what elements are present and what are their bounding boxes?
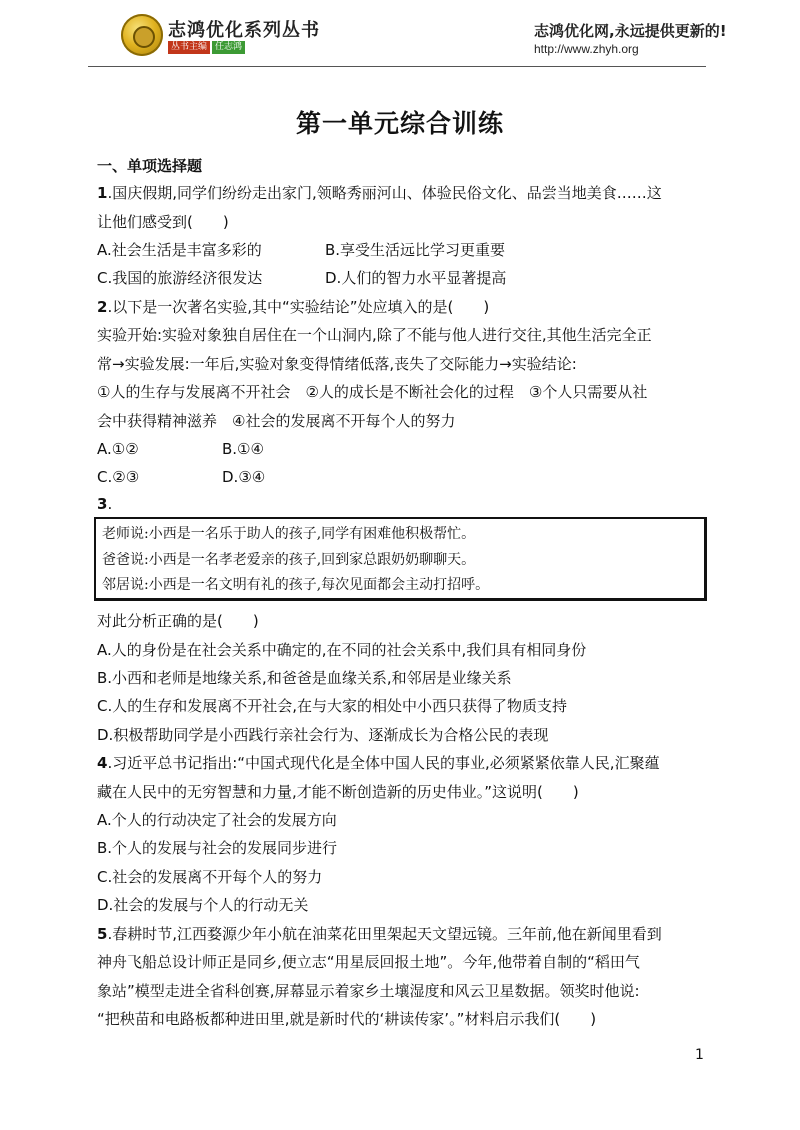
q2-number: 2 (97, 298, 108, 316)
publisher-logo-icon (121, 14, 163, 56)
q3-stem: 对此分析正确的是( ) (97, 612, 259, 630)
q3-box-line-1: 老师说:小西是一名乐于助人的孩子,同学有困难他积极帮忙。 (102, 526, 476, 542)
q5-stem-line-3: 象站”模型走进全省科创赛,屏幕显示着家乡土壤湿度和风云卫星数据。领奖时他说: (97, 982, 640, 1000)
q4-option-a[interactable]: A.个人的行动决定了社会的发展方向 (97, 811, 337, 829)
q5-stem-line-1: 5.春耕时节,江西婺源少年小航在油菜花田里架起天文望远镜。三年前,他在新闻里看到 (97, 925, 662, 943)
q2-stem-line-5: 会中获得精神滋养 ④社会的发展离不开每个人的努力 (97, 412, 456, 430)
q3-box-line-2: 爸爸说:小西是一名孝老爱亲的孩子,回到家总跟奶奶聊聊天。 (102, 552, 476, 568)
q1-option-c[interactable]: C.我国的旅游经济很发达 (97, 269, 263, 287)
q2-stem-line-2: 实验开始:实验对象独自居住在一个山洞内,除了不能与他人进行交往,其他生活完全正 (97, 326, 652, 344)
page-header (0, 0, 800, 80)
q5-stem-line-2: 神舟飞船总设计师正是同乡,便立志“用星辰回报土地”。今年,他带着自制的“稻田气 (97, 953, 640, 971)
q1-stem-line-2: 让他们感受到( ) (97, 213, 229, 231)
q4-option-d[interactable]: D.社会的发展与个人的行动无关 (97, 896, 309, 914)
q3-number-line: 3. (97, 495, 113, 513)
site-url-link[interactable]: http://www.zhyh.org (534, 42, 639, 56)
q2-option-c[interactable]: C.②③ (97, 468, 140, 486)
q2-option-b[interactable]: B.①④ (222, 440, 264, 458)
q4-option-b[interactable]: B.个人的发展与社会的发展同步进行 (97, 839, 338, 857)
page-number: 1 (695, 1047, 704, 1063)
q4-stem-line-2: 藏在人民中的无穷智慧和力量,才能不断创造新的历史伟业。”这说明( ) (97, 783, 579, 801)
q3-option-c[interactable]: C.人的生存和发展离不开社会,在与大家的相处中小西只获得了物质支持 (97, 697, 568, 715)
q1-option-b[interactable]: B.享受生活远比学习更重要 (325, 241, 506, 259)
q1-options-row-2 (97, 268, 507, 288)
q4-number: 4 (97, 754, 108, 772)
header-divider (88, 66, 706, 67)
q2-stem-line-3: 常→实验发展:一年后,实验对象变得情绪低落,丧失了交际能力→实验结论: (97, 355, 577, 373)
q1-number: 1 (97, 184, 108, 202)
q1-option-a[interactable]: A.社会生活是丰富多彩的 (97, 241, 262, 259)
q2-options-row-1 (97, 439, 264, 459)
q3-box-line-3: 邻居说:小西是一名文明有礼的孩子,每次见面都会主动打招呼。 (102, 577, 490, 593)
q3-number: 3 (97, 495, 108, 513)
q1-options-row-1 (97, 240, 506, 260)
editor-tag (168, 41, 247, 54)
q2-stem-line-4: ①人的生存与发展离不开社会 ②人的成长是不断社会化的过程 ③个人只需要从社 (97, 383, 648, 401)
q5-number: 5 (97, 925, 108, 943)
section-heading: 一、单项选择题 (97, 157, 203, 175)
page-title: 第一单元综合训练 (295, 109, 504, 138)
q5-stem-line-4: “把秧苗和电路板都种进田里,就是新时代的‘耕读传家’。”材料启示我们( ) (97, 1010, 597, 1028)
editor-label: 丛书主编 (168, 41, 210, 54)
q3-material-box (94, 517, 707, 601)
q2-option-d[interactable]: D.③④ (222, 468, 266, 486)
q2-option-a[interactable]: A.①② (97, 440, 139, 458)
q3-option-a[interactable]: A.人的身份是在社会关系中确定的,在不同的社会关系中,我们具有相同身份 (97, 641, 587, 659)
editor-name: 任志鸿 (212, 41, 245, 54)
q4-option-c[interactable]: C.社会的发展离不开每个人的努力 (97, 868, 323, 886)
q2-options-row-2 (97, 467, 266, 487)
q1-option-d[interactable]: D.人们的智力水平显著提高 (325, 269, 507, 287)
series-title: 志鸿优化系列丛书 (168, 20, 320, 41)
q2-stem-line-1: 2.以下是一次著名实验,其中“实验结论”处应填入的是( ) (97, 298, 490, 316)
q4-stem-line-1: 4.习近平总书记指出:“中国式现代化是全体中国人民的事业,必须紧紧依靠人民,汇聚蕴 (97, 754, 660, 772)
q1-stem-line-1: 1.国庆假期,同学们纷纷走出家门,领略秀丽河山、体验民俗文化、品尝当地美食……这 (97, 184, 662, 202)
site-slogan: 志鸿优化网,永远提供更新的! (534, 22, 727, 40)
q3-option-b[interactable]: B.小西和老师是地缘关系,和爸爸是血缘关系,和邻居是业缘关系 (97, 669, 512, 687)
q3-option-d[interactable]: D.积极帮助同学是小西践行亲社会行为、逐渐成长为合格公民的表现 (97, 726, 549, 744)
